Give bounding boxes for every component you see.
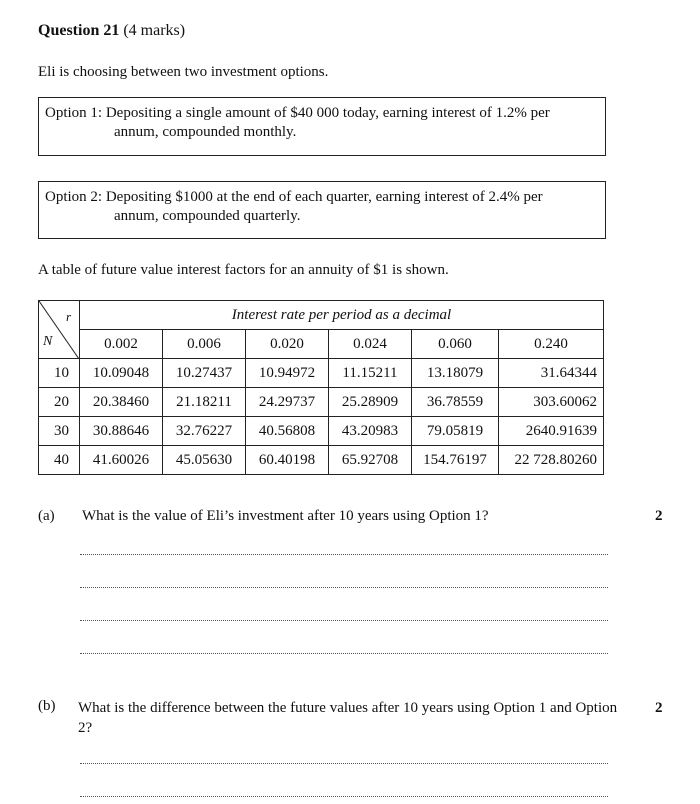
value-cell: 154.76197 xyxy=(412,446,499,475)
value-cell: 20.38460 xyxy=(80,388,163,417)
table-row xyxy=(39,359,604,388)
option-2-line2: annum, compounded quarterly. xyxy=(114,208,301,224)
table-row xyxy=(39,417,604,446)
value-cell: 31.64344 xyxy=(499,359,604,388)
option-2-label: Option 2: xyxy=(45,189,103,205)
value-cell: 13.18079 xyxy=(412,359,499,388)
part-a-marks: 2 xyxy=(655,508,663,524)
question-intro: Eli is choosing between two investment options. xyxy=(38,64,329,80)
part-b-marks: 2 xyxy=(655,700,663,716)
table-header: Interest rate per period as a decimal xyxy=(80,301,604,330)
value-cell: 303.60062 xyxy=(499,388,604,417)
table-corner-cell xyxy=(39,301,80,359)
option-1-line1: Depositing a single amount of $40 000 today, earning interest of 1.2% per xyxy=(105,105,550,121)
table-row xyxy=(39,388,604,417)
value-cell: 41.60026 xyxy=(80,446,163,475)
option-2-line1: Depositing $1000 at the end of each quarter, earning interest of 2.4% per xyxy=(105,189,543,205)
answer-line-a1[interactable] xyxy=(80,554,608,555)
part-b-label: (b) xyxy=(38,698,56,714)
question-heading xyxy=(38,22,185,40)
value-cell: 2640.91639 xyxy=(499,417,604,446)
rate-cell: 0.240 xyxy=(499,330,604,359)
value-cell: 79.05819 xyxy=(412,417,499,446)
n-cell: 40 xyxy=(39,446,80,475)
value-cell: 11.15211 xyxy=(329,359,412,388)
option-2-box xyxy=(38,181,606,239)
value-cell: 21.18211 xyxy=(163,388,246,417)
part-b-question: What is the difference between the future values after 10 years using Option 1 and Option 2? xyxy=(78,700,618,736)
answer-line-b1[interactable] xyxy=(80,763,608,764)
corner-label-n: N xyxy=(43,334,53,349)
option-1-box xyxy=(38,97,606,156)
value-cell: 22 728.80260 xyxy=(499,446,604,475)
value-cell: 40.56808 xyxy=(246,417,329,446)
value-cell: 24.29737 xyxy=(246,388,329,417)
value-cell: 60.40198 xyxy=(246,446,329,475)
value-cell: 32.76227 xyxy=(163,417,246,446)
rate-row xyxy=(39,330,604,359)
table-intro: A table of future value interest factors for an annuity of $1 is shown. xyxy=(38,262,449,278)
value-cell: 65.92708 xyxy=(329,446,412,475)
table-row xyxy=(39,446,604,475)
rate-cell: 0.060 xyxy=(412,330,499,359)
value-cell: 36.78559 xyxy=(412,388,499,417)
n-cell: 20 xyxy=(39,388,80,417)
rate-cell: 0.002 xyxy=(80,330,163,359)
answer-line-a3[interactable] xyxy=(80,620,608,621)
value-cell: 25.28909 xyxy=(329,388,412,417)
rate-cell: 0.006 xyxy=(163,330,246,359)
answer-line-a2[interactable] xyxy=(80,587,608,588)
value-cell: 45.05630 xyxy=(163,446,246,475)
value-cell: 10.09048 xyxy=(80,359,163,388)
n-cell: 10 xyxy=(39,359,80,388)
question-title: Question 21 xyxy=(38,22,120,39)
value-cell: 43.20983 xyxy=(329,417,412,446)
option-1-line2: annum, compounded monthly. xyxy=(114,124,297,140)
answer-line-a4[interactable] xyxy=(80,653,608,654)
part-a-label: (a) xyxy=(38,508,55,524)
value-cell: 10.27437 xyxy=(163,359,246,388)
question-marks: (4 marks) xyxy=(123,22,186,39)
option-1-label: Option 1: xyxy=(45,105,103,121)
future-value-table xyxy=(38,300,604,475)
answer-line-b2[interactable] xyxy=(80,796,608,797)
part-a-question: What is the value of Eli’s investment after 10 years using Option 1? xyxy=(82,508,489,524)
corner-label-r: r xyxy=(65,309,71,324)
value-cell: 30.88646 xyxy=(80,417,163,446)
n-cell: 30 xyxy=(39,417,80,446)
corner-diagonal xyxy=(39,301,79,359)
value-cell: 10.94972 xyxy=(246,359,329,388)
rate-cell: 0.020 xyxy=(246,330,329,359)
rate-cell: 0.024 xyxy=(329,330,412,359)
